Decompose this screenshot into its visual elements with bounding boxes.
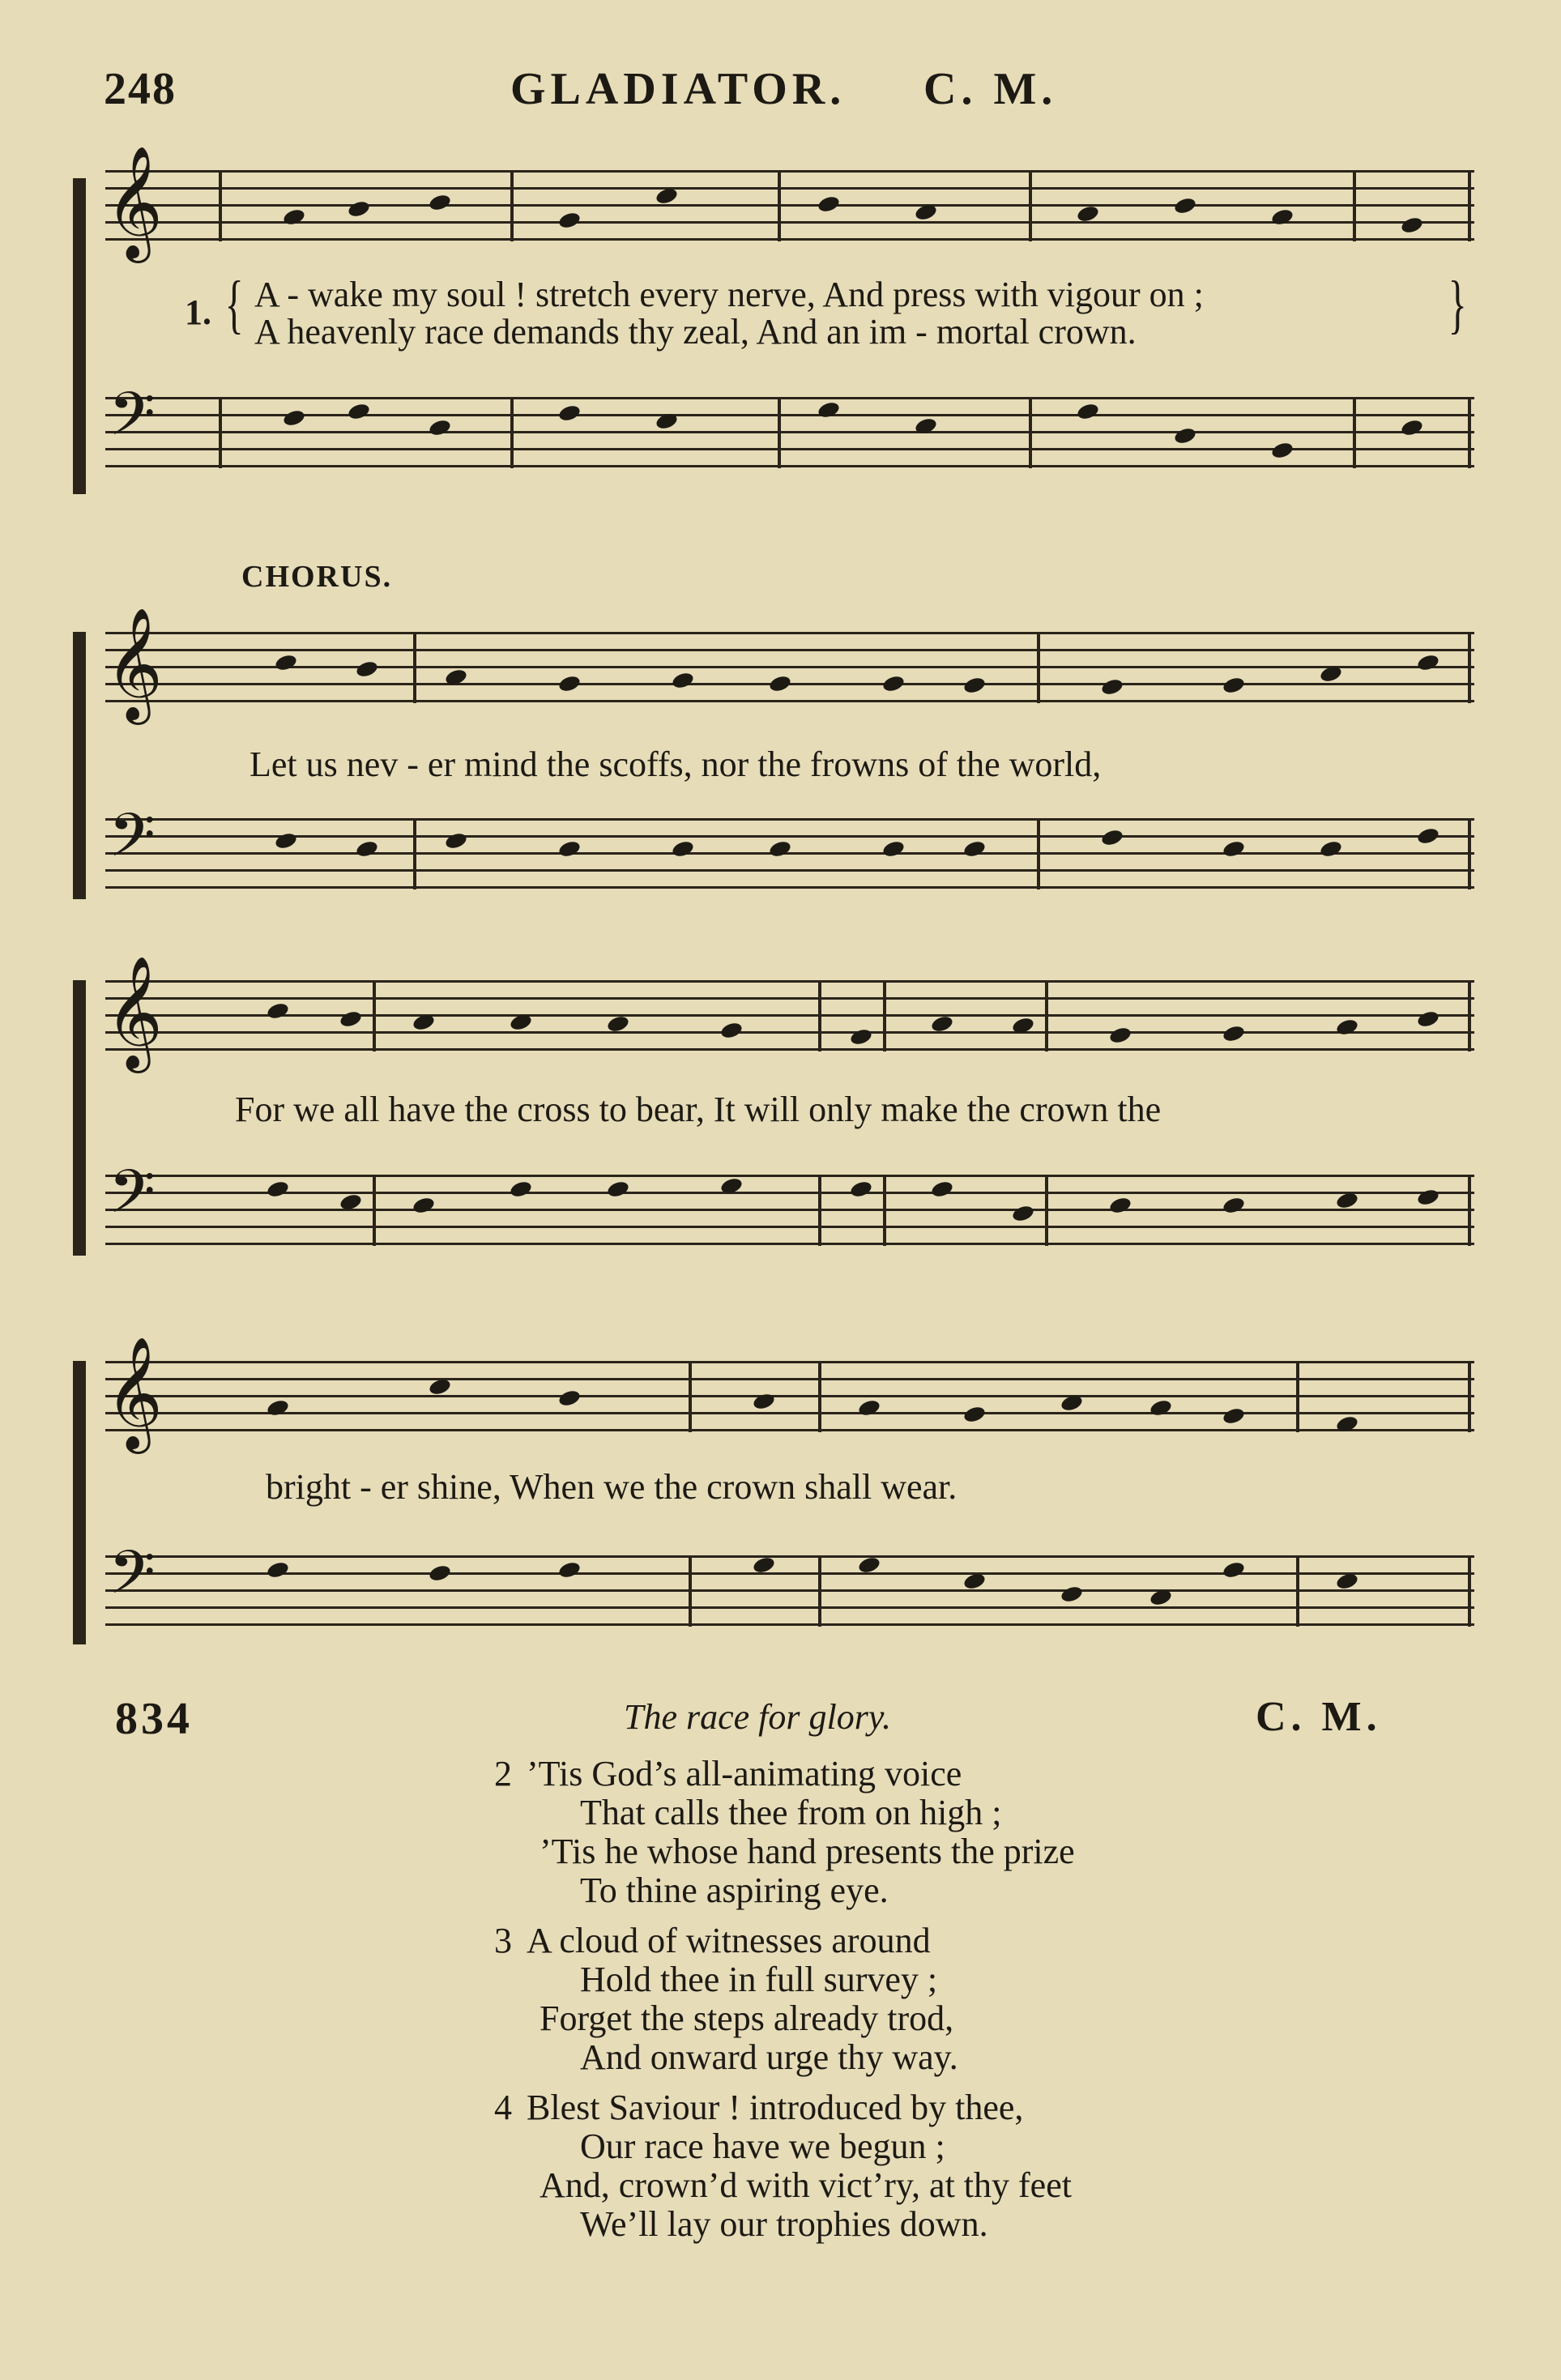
bass-clef-icon: 𝄢 <box>109 1538 156 1623</box>
hymn-subject: The race for glory. <box>624 1697 891 1737</box>
stanza-line: ’Tis God’s all-animating voice <box>527 1754 962 1794</box>
treble-clef-icon: 𝄞 <box>105 956 163 1068</box>
lyric-line-4: bright - er shine, When we the crown shall wear. <box>266 1467 957 1507</box>
bass-clef-icon: 𝄢 <box>109 800 156 885</box>
stanza-line: And onward urge thy way. <box>580 2037 958 2077</box>
lyric-line-2: Let us nev - er mind the scoffs, nor the frowns of the world, <box>250 744 1102 784</box>
music-system-1 <box>73 146 1474 502</box>
system-brace <box>73 632 86 899</box>
treble-clef-icon: 𝄞 <box>105 146 163 258</box>
treble-clef-icon: 𝄞 <box>105 1337 163 1449</box>
verse-brace: { <box>224 269 244 340</box>
music-system-3 <box>73 940 1474 1264</box>
stanza-line: That calls thee from on high ; <box>580 1793 1002 1832</box>
stanza-line: Forget the steps already trod, <box>540 1998 954 2038</box>
bass-staff <box>105 800 1474 889</box>
stanza-line: We’ll lay our trophies down. <box>580 2204 988 2244</box>
stanza-line: Blest Saviour ! introduced by thee, <box>527 2088 1024 2127</box>
stanza-line: ’Tis he whose hand presents the prize <box>540 1832 1075 1871</box>
stanza-number: 4 <box>494 2088 512 2127</box>
treble-staff <box>105 146 1474 258</box>
treble-clef-icon: 𝄞 <box>105 608 163 720</box>
stanza-line: Our race have we begun ; <box>580 2126 945 2166</box>
system-brace <box>73 178 86 494</box>
system-brace <box>73 1361 86 1644</box>
lyric-line-1b: A heavenly race demands thy zeal, And an im - mortal crown. <box>254 312 1137 352</box>
stanza-line: And, crown’d with vict’ry, at thy feet <box>540 2165 1072 2205</box>
treble-staff <box>105 608 1474 720</box>
hymn-meter: C. M. <box>1256 1694 1382 1740</box>
stanza-number: 2 <box>494 1754 512 1794</box>
lyric-line-3: For we all have the cross to bear, It will only make the crown the <box>235 1090 1162 1129</box>
stanza-line: To thine aspiring eye. <box>580 1870 889 1910</box>
tune-title: GLADIATOR. <box>510 64 847 114</box>
hymn-number: 834 <box>115 1694 193 1744</box>
page-number: 248 <box>104 64 177 114</box>
tune-meter: C. M. <box>923 64 1058 114</box>
treble-staff <box>105 956 1474 1068</box>
page-header <box>0 57 1561 122</box>
stanza-line: A cloud of witnesses around <box>527 1921 931 1960</box>
bass-staff <box>105 1157 1474 1246</box>
music-system-2 <box>73 599 1474 907</box>
music-system-4 <box>73 1329 1474 1653</box>
lyric-line-1a: A - wake my soul ! stretch every nerve, And press with vigour on ; <box>254 275 1204 314</box>
verse-number: 1. <box>185 292 211 332</box>
stanza-number: 3 <box>494 1921 512 1960</box>
stanza-2 <box>494 1755 1075 1910</box>
bass-clef-icon: 𝄢 <box>109 379 156 464</box>
stanza-4 <box>494 2088 1072 2244</box>
chorus-label: CHORUS. <box>241 560 393 594</box>
system-brace <box>73 980 86 1256</box>
bass-staff <box>105 379 1474 468</box>
verse-brace-right: } <box>1448 269 1467 340</box>
stanza-3 <box>494 1921 958 2077</box>
bass-clef-icon: 𝄢 <box>109 1157 156 1242</box>
bass-staff <box>105 1538 1474 1627</box>
stanza-line: Hold thee in full survey ; <box>580 1960 938 1999</box>
treble-staff <box>105 1337 1474 1449</box>
